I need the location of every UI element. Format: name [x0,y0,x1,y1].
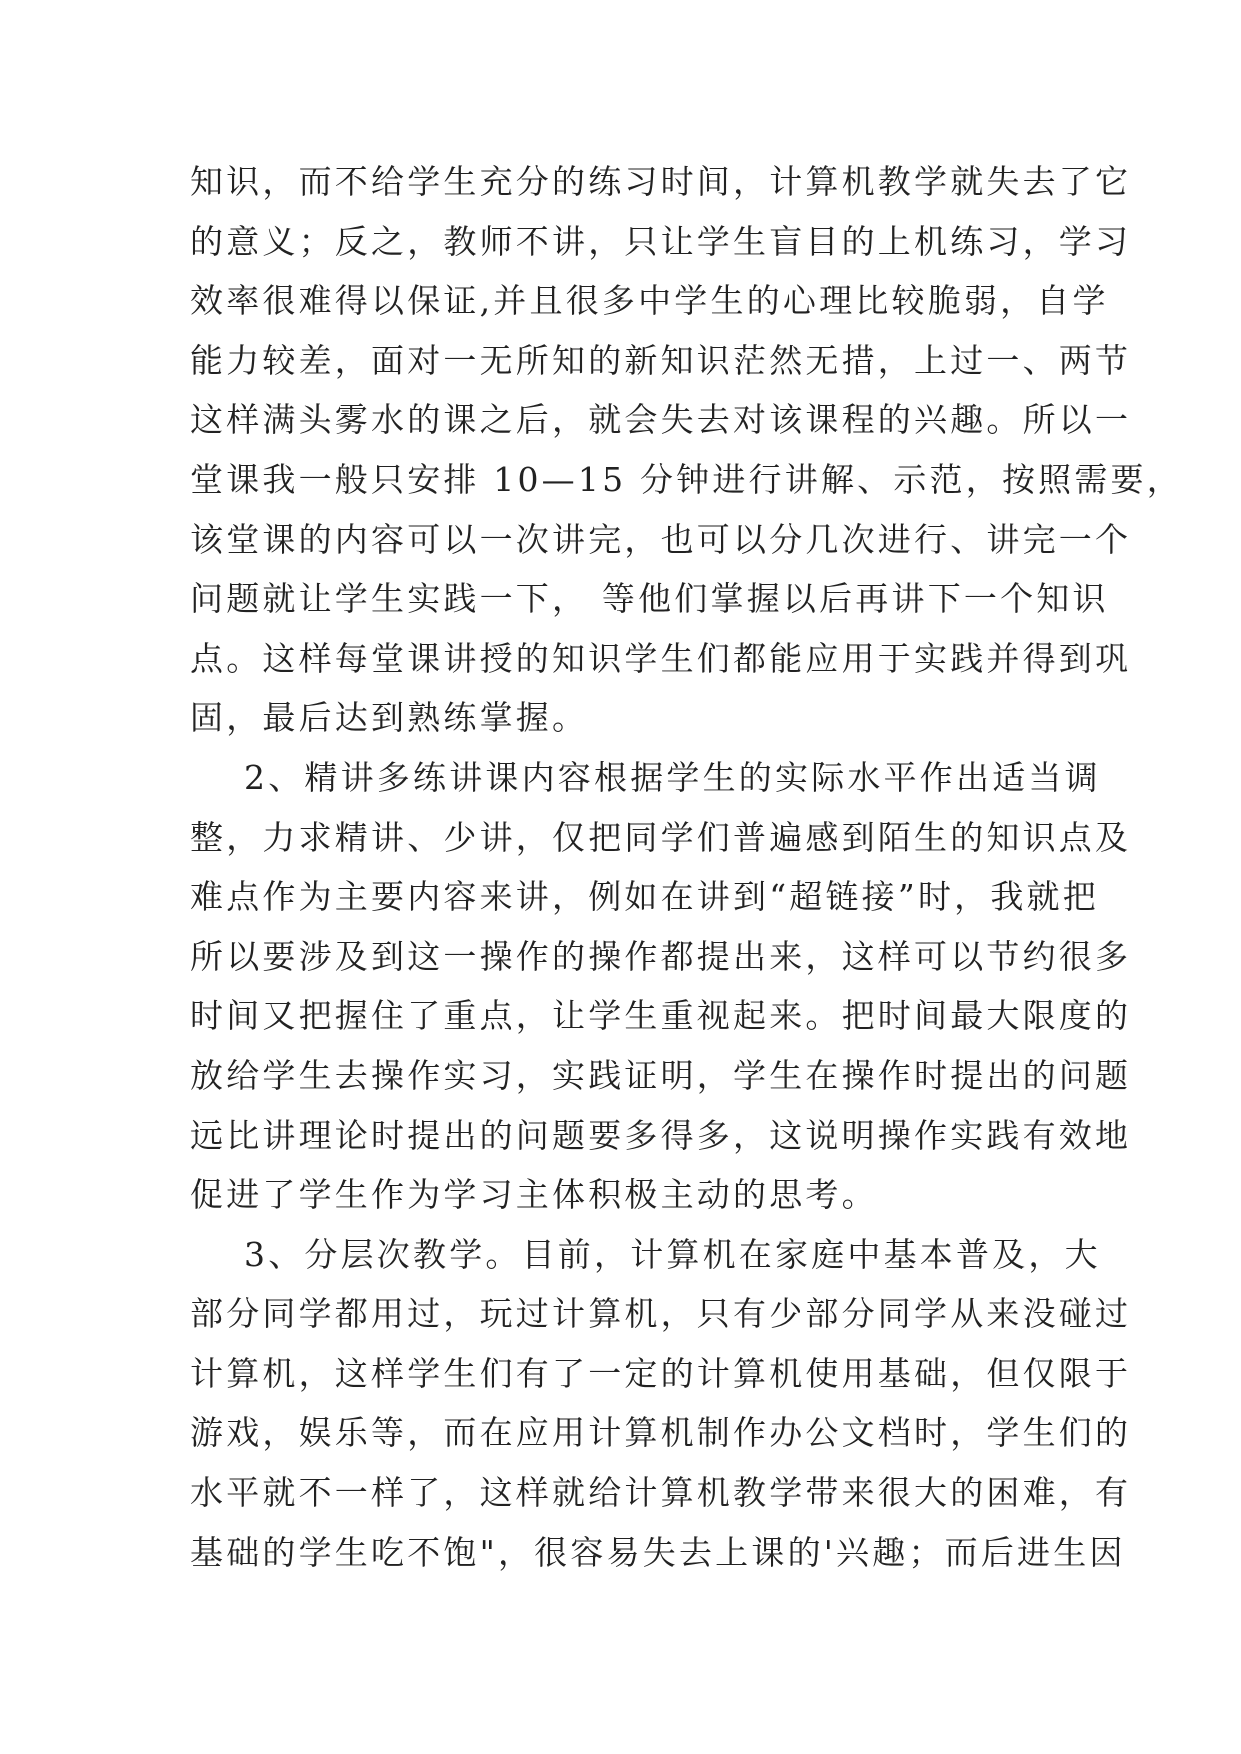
text-line: 时间又把握住了重点，让学生重视起来。把时间最大限度的 [190,996,1132,1036]
text-line: 该堂课的内容可以一次讲完，也可以分几次进行、讲完一个 [190,519,1132,559]
text-line: 水平就不一样了，这样就给计算机教学带来很大的困难，有 [190,1473,1132,1513]
text-line: 堂课我一般只安排 10—15 分钟进行讲解、示范，按照需要， [190,459,1183,499]
text-line: 能力较差，面对一无所知的新知识茫然无措，上过一、两节 [190,340,1132,380]
text-line: 整，力求精讲、少讲，仅把同学们普遍感到陌生的知识点及 [190,817,1132,857]
text-line: 基础的学生吃不饱"，很容易失去上课的'兴趣；而后进生因 [190,1532,1126,1572]
text-line: 游戏，娱乐等，而在应用计算机制作办公文档时，学生们的 [190,1413,1132,1453]
text-line: 所以要涉及到这一操作的操作都提出来，这样可以节约很多 [190,936,1132,976]
paragraph-start-line: 3、分层次教学。目前，计算机在家庭中基本普及，大 [244,1234,1101,1274]
text-line: 的意义；反之，教师不讲，只让学生盲目的上机练习，学习 [190,221,1132,261]
text-line: 远比讲理论时提出的问题要多得多，这说明操作实践有效地 [190,1115,1132,1155]
text-line: 部分同学都用过，玩过计算机，只有少部分同学从来没碰过 [190,1294,1132,1334]
text-line: 促进了学生作为学习主体积极主动的思考。 [190,1175,878,1215]
body-text [190,152,1183,1582]
text-line: 这样满头雾水的课之后，就会失去对该课程的兴趣。所以一 [190,400,1132,440]
paragraph-start-line: 2、精讲多练讲课内容根据学生的实际水平作出适当调 [244,757,1101,797]
text-line: 难点作为主要内容来讲，例如在讲到“超链接”时，我就把 [190,877,1099,917]
text-line: 知识，而不给学生充分的练习时间，计算机教学就失去了它 [190,162,1132,201]
text-line: 点。这样每堂课讲授的知识学生们都能应用于实践并得到巩 [190,638,1132,678]
text-line: 放给学生去操作实习，实践证明，学生在操作时提出的问题 [190,1055,1132,1095]
text-line: 固，最后达到熟练掌握。 [190,698,589,738]
text-line: 效率很难得以保证,并且很多中学生的心理比较脆弱，自学 [190,281,1109,321]
text-line: 问题就让学生实践一下， 等他们掌握以后再讲下一个知识 [190,579,1109,619]
text-line: 计算机，这样学生们有了一定的计算机使用基础，但仅限于 [190,1353,1132,1393]
